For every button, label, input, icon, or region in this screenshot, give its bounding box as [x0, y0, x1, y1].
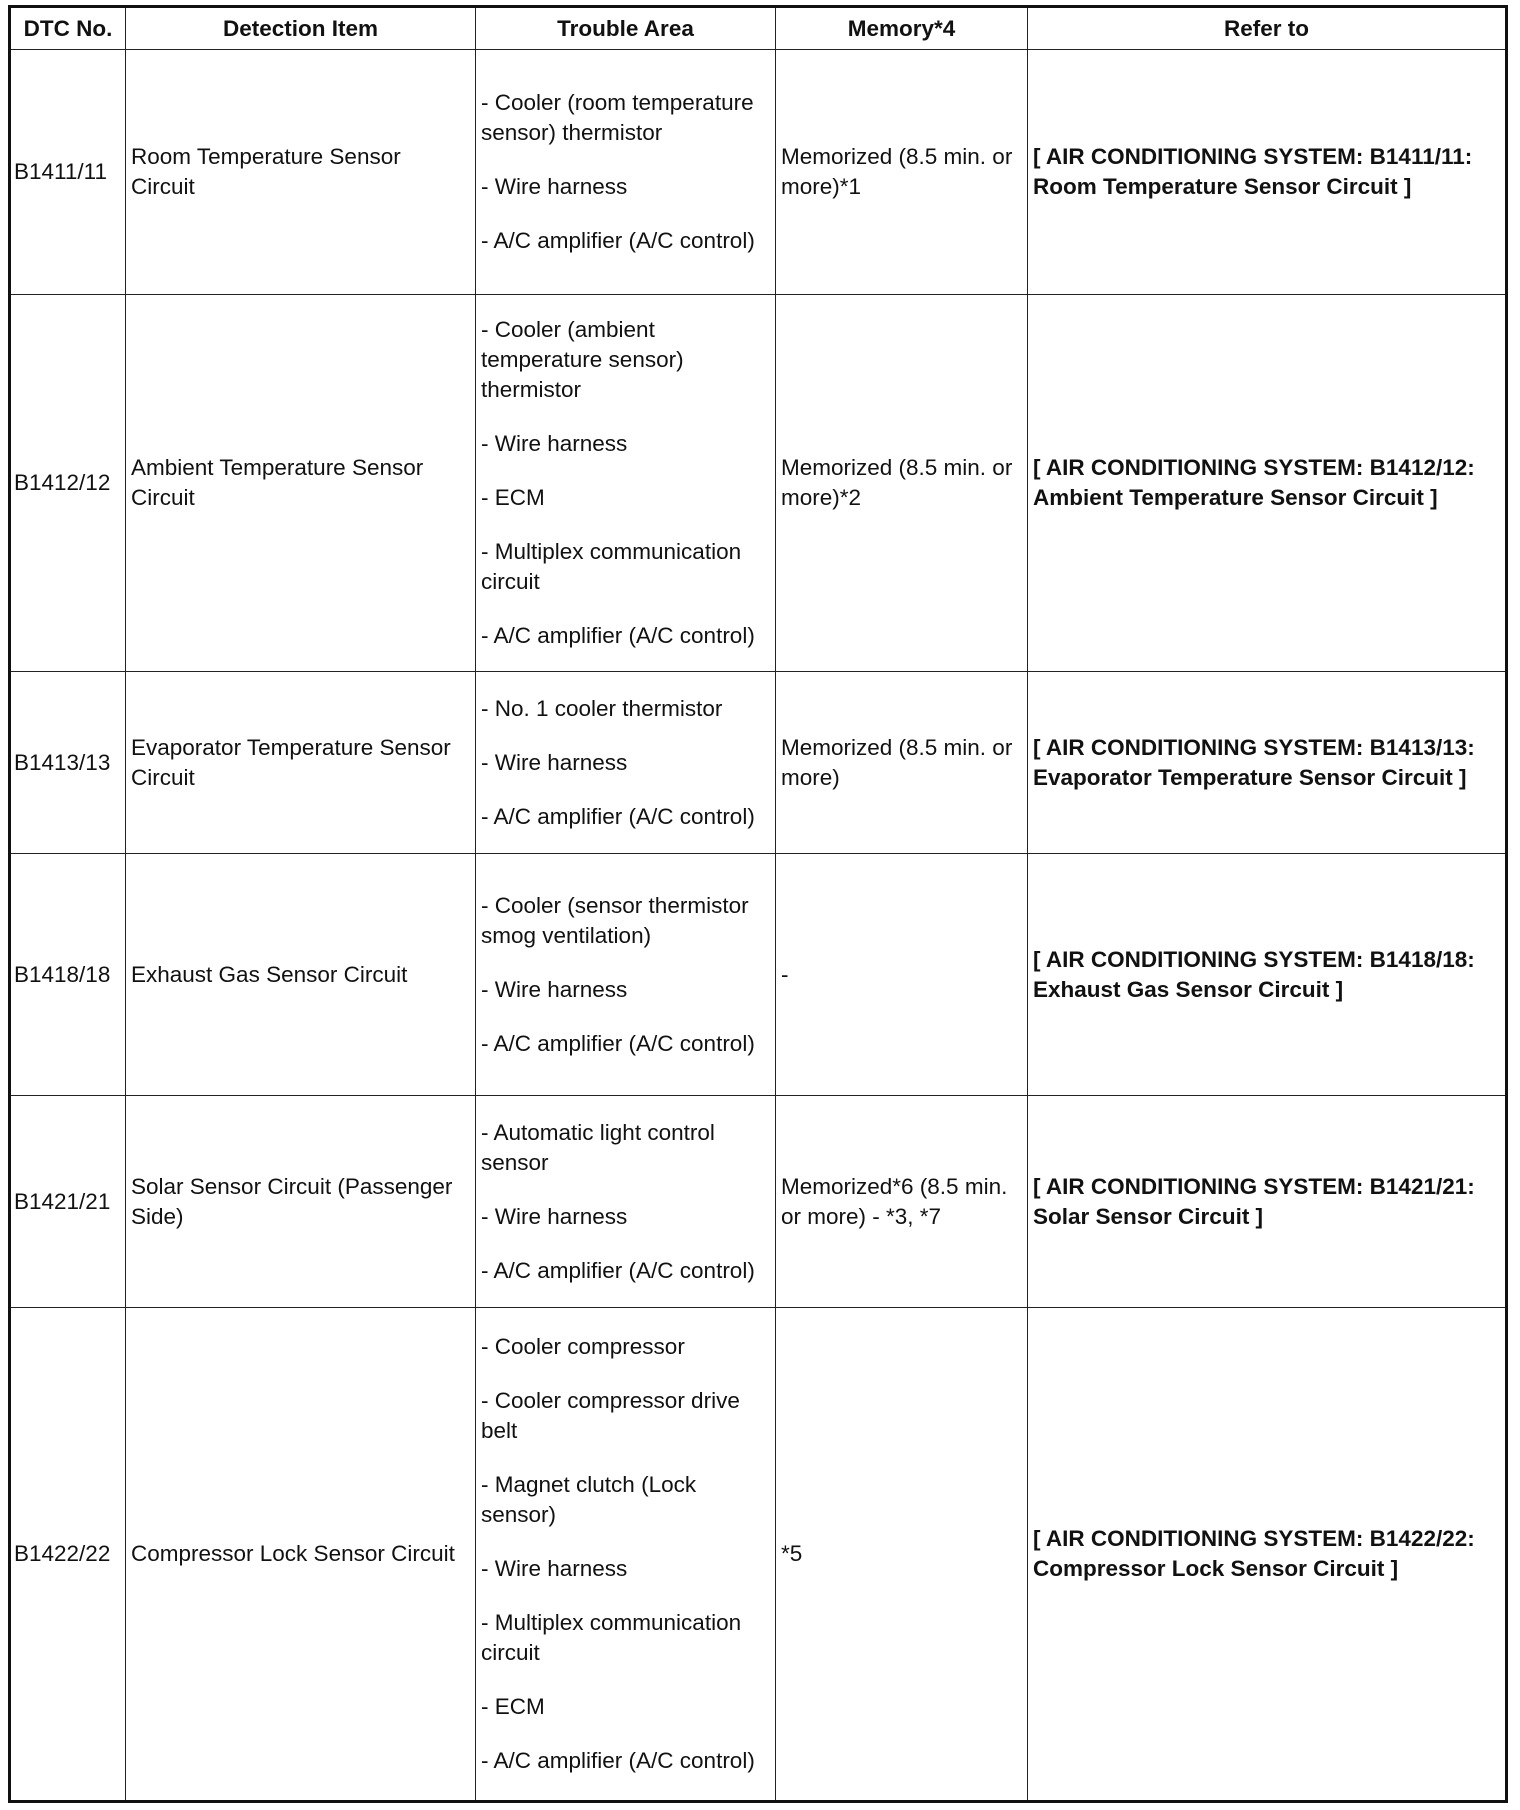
memory-cell: Memorized (8.5 min. or more)*1 — [776, 50, 1028, 295]
dtc-number-cell: B1418/18 — [10, 854, 126, 1096]
dtc-number-cell: B1422/22 — [10, 1308, 126, 1802]
table-row — [10, 1096, 1507, 1308]
trouble-area-list — [481, 1332, 770, 1776]
table-row — [10, 1308, 1507, 1802]
trouble-area-item: - Automatic light control sensor — [481, 1119, 715, 1175]
trouble-area-item: - Cooler (sensor thermistor smog ventilation) — [481, 892, 749, 948]
memory-cell: Memorized*6 (8.5 min. or more) - *3, *7 — [776, 1096, 1028, 1308]
detection-item-cell: Exhaust Gas Sensor Circuit — [126, 854, 476, 1096]
table-row — [10, 50, 1507, 295]
trouble-area-list — [481, 88, 770, 256]
table-row — [10, 854, 1507, 1096]
detection-item-cell: Evaporator Temperature Sensor Circuit — [126, 672, 476, 854]
trouble-area-item: - A/C amplifier (A/C control) — [481, 1030, 755, 1056]
trouble-area-list — [481, 694, 770, 832]
trouble-area-list — [481, 1118, 770, 1286]
trouble-area-item: - Cooler compressor drive belt — [481, 1388, 740, 1443]
trouble-area-list — [481, 891, 770, 1059]
trouble-area-item: - A/C amplifier (A/C control) — [481, 803, 755, 829]
detection-item-cell: Solar Sensor Circuit (Passenger Side) — [126, 1096, 476, 1308]
trouble-area-item: - A/C amplifier (A/C control) — [481, 1257, 755, 1283]
trouble-area-item: - Wire harness — [481, 174, 628, 199]
refer-to-cell: [ AIR CONDITIONING SYSTEM: B1418/18: Exhaust Gas Sensor Circuit ] — [1028, 854, 1507, 1096]
trouble-area-item: - ECM — [481, 485, 545, 510]
trouble-area-item: - A/C amplifier (A/C control) — [481, 623, 755, 648]
trouble-area-item: - A/C amplifier (A/C control) — [481, 228, 755, 253]
refer-to-cell: [ AIR CONDITIONING SYSTEM: B1411/11: Room Temperature Sensor Circuit ] — [1028, 50, 1507, 295]
trouble-area-item: - Cooler compressor — [481, 1334, 685, 1359]
memory-cell: Memorized (8.5 min. or more) — [776, 672, 1028, 854]
trouble-area-item: - Multiplex communication circuit — [481, 1610, 742, 1665]
dtc-number-cell: B1411/11 — [10, 50, 126, 295]
table-row — [10, 672, 1507, 854]
detection-item-cell: Compressor Lock Sensor Circuit — [126, 1308, 476, 1802]
trouble-area-item: - A/C amplifier (A/C control) — [481, 1748, 755, 1773]
header-detection-item: Detection Item — [126, 7, 476, 50]
trouble-area-cell — [476, 854, 776, 1096]
trouble-area-item: - Wire harness — [481, 1556, 628, 1581]
trouble-area-item: - Wire harness — [481, 749, 628, 775]
trouble-area-item: - Cooler (ambient temperature sensor) thermistor — [481, 317, 684, 402]
header-memory: Memory*4 — [776, 7, 1028, 50]
trouble-area-item: - Cooler (room temperature sensor) thermistor — [481, 90, 754, 145]
refer-to-cell: [ AIR CONDITIONING SYSTEM: B1412/12: Ambient Temperature Sensor Circuit ] — [1028, 295, 1507, 672]
trouble-area-item: - Magnet clutch (Lock sensor) — [481, 1472, 697, 1527]
memory-cell: *5 — [776, 1308, 1028, 1802]
header-refer-to: Refer to — [1028, 7, 1507, 50]
memory-cell: - — [776, 854, 1028, 1096]
table-header-row — [10, 7, 1507, 50]
refer-to-cell: [ AIR CONDITIONING SYSTEM: B1422/22: Compressor Lock Sensor Circuit ] — [1028, 1308, 1507, 1802]
refer-to-cell: [ AIR CONDITIONING SYSTEM: B1413/13: Evaporator Temperature Sensor Circuit ] — [1028, 672, 1507, 854]
dtc-number-cell: B1421/21 — [10, 1096, 126, 1308]
dtc-number-cell: B1413/13 — [10, 672, 126, 854]
refer-to-cell: [ AIR CONDITIONING SYSTEM: B1421/21: Solar Sensor Circuit ] — [1028, 1096, 1507, 1308]
memory-cell: Memorized (8.5 min. or more)*2 — [776, 295, 1028, 672]
header-trouble-area: Trouble Area — [476, 7, 776, 50]
trouble-area-item: - No. 1 cooler thermistor — [481, 695, 723, 721]
trouble-area-list — [481, 315, 770, 651]
dtc-number-cell: B1412/12 — [10, 295, 126, 672]
trouble-area-cell — [476, 295, 776, 672]
trouble-area-item: - ECM — [481, 1694, 545, 1719]
trouble-area-cell — [476, 50, 776, 295]
trouble-area-item: - Wire harness — [481, 976, 628, 1002]
header-dtc-no: DTC No. — [10, 7, 126, 50]
trouble-area-item: - Wire harness — [481, 1203, 628, 1229]
detection-item-cell: Room Temperature Sensor Circuit — [126, 50, 476, 295]
trouble-area-item: - Multiplex communication circuit — [481, 539, 742, 594]
trouble-area-item: - Wire harness — [481, 431, 628, 456]
trouble-area-cell — [476, 1308, 776, 1802]
table-body — [10, 50, 1507, 1802]
detection-item-cell: Ambient Temperature Sensor Circuit — [126, 295, 476, 672]
trouble-area-cell — [476, 672, 776, 854]
table-row — [10, 295, 1507, 672]
dtc-table — [8, 5, 1508, 1803]
trouble-area-cell — [476, 1096, 776, 1308]
